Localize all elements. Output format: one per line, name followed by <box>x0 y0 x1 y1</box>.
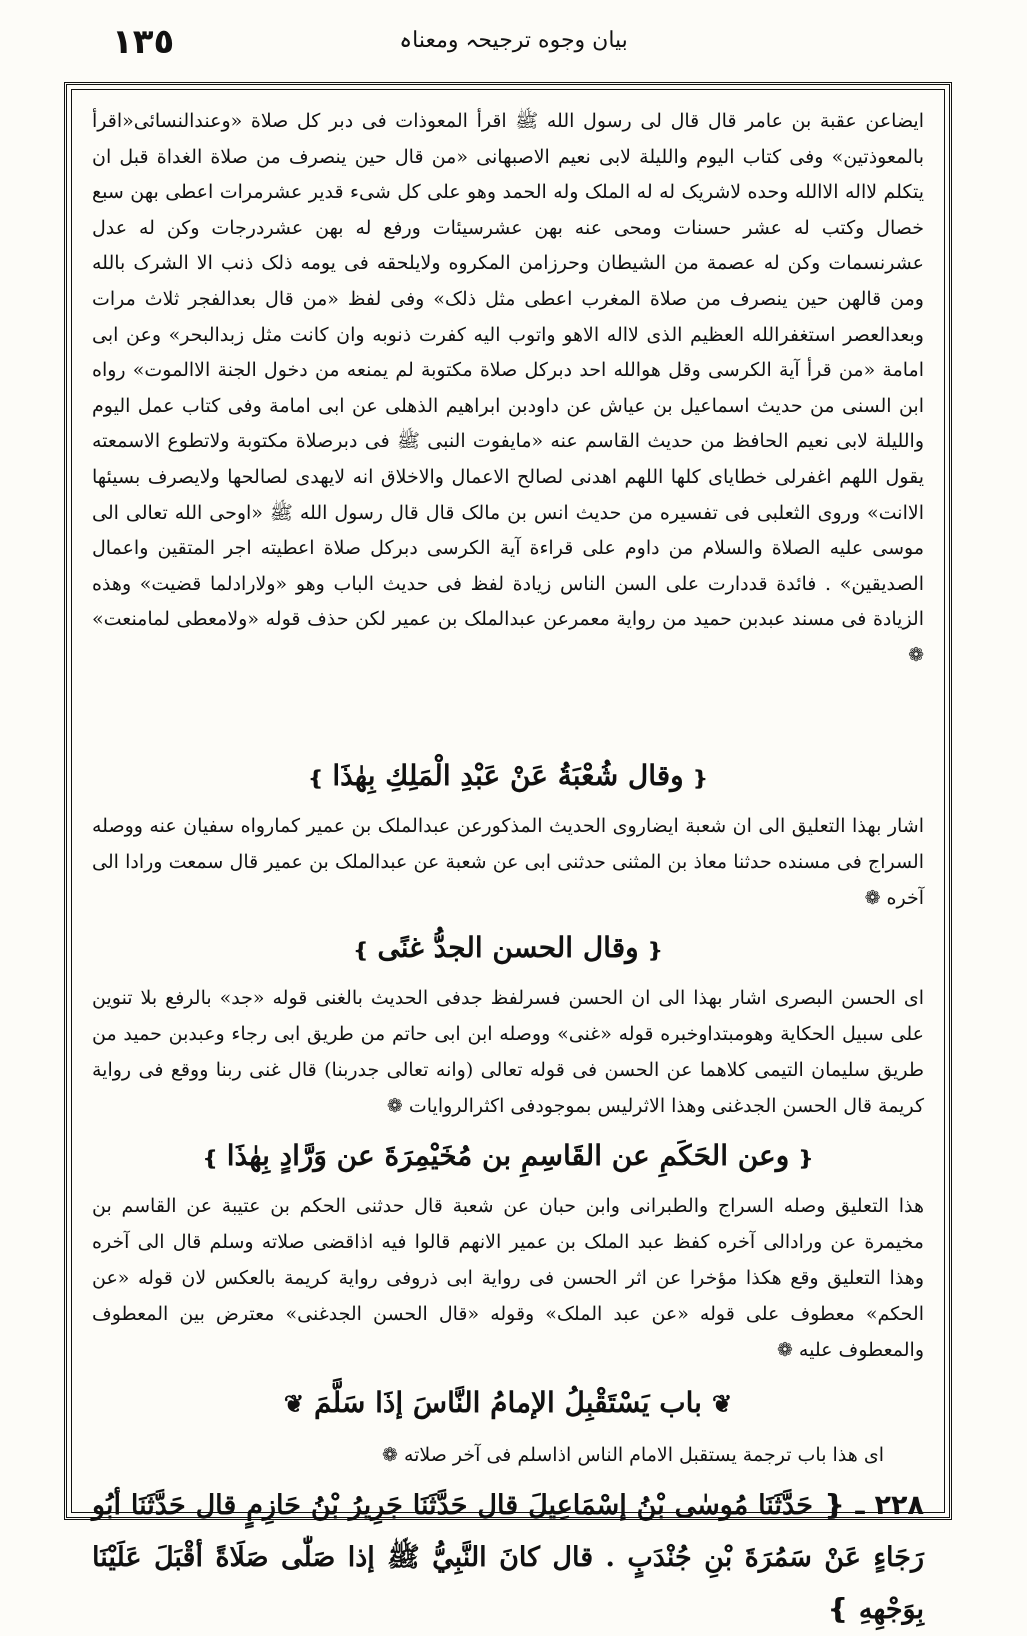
ornament-bracket-icon: ❵ <box>826 1594 850 1625</box>
running-title: بیان وجوه ترجیحہ ومعناہ <box>399 28 628 53</box>
chapter-note: ای هذا باب ترجمة یستقبل الامام الناس اذاسلم فی آخر صلاته ❁ <box>381 1444 884 1466</box>
section-heading-hakam <box>92 1124 924 1188</box>
page-frame <box>64 82 952 1625</box>
page-frame-inner <box>71 89 945 1625</box>
section-note-hakam: هذا التعلیق وصله السراج والطبرانی وابن حبان عن شعبة قال حدثنی الحکم بن عتیبة عن القاسم بن مخیمرة عن ورادالی آخره کفظ عبد الملک بن عمیر الانهم قالوا فیه اذاقضی صلاته وسلم قال الی آخره وهذا التعلیق وقع هکذا مؤخرا عن اثر الحسن فی روایة ابی ذروفی روایة کریمة بالعکس لان قوله «عن الحکم» معطوف علی قوله «عن عبد الملک» وقوله «قال الحسن الجدغنی» معترض بین المعطوف والمعطوف علیه ❁ <box>92 1195 924 1361</box>
section-heading-hasan <box>92 916 924 980</box>
page-content <box>92 104 924 1636</box>
section-heading-shuba <box>92 744 924 808</box>
page-number: ١٣٥ <box>112 22 175 62</box>
hadith-text <box>92 1480 924 1636</box>
page-header <box>60 22 967 72</box>
chapter-title-text: باب يَسْتَقْبِلُ الإمامُ النَّاسَ إذَا سَلَّمَ <box>314 1386 702 1419</box>
ornament-bracket-icon: ❵ <box>201 1146 219 1170</box>
chapter-title <box>92 1368 924 1438</box>
ornament-bracket-icon: ❴ <box>797 1146 815 1170</box>
commentary-paragraph: ایضاعن عقبة بن عامر قال قال لی رسول الله ﷺ اقرأ المعوذات فی دبر کل صلاة «وعندالنسائی«اقرأ بالمعوذتین» وفی کتاب الیوم واللیلة لابی نعیم الاصبهانی «من قال حین ینصرف من صلاة الغداة قبل ان یتکلم لااله الاالله وحده لاشریک له له الملک وله الحمد وهو علی کل شیء قدیر عشرمرات اعطی بهن سبع خصال وکتب له عشر حسنات ومحی عنه بهن عشرسیئات ورفع له بهن عشردرجات وکن له عدل عشرنسمات وکن له عصمة من الشیطان وحرزامن المکروه ولایلحقه فی یومه ذلک ذنب الا الشرک بالله ومن قالهن حین ینصرف من صلاة المغرب اعطی مثل ذلک» وفی لفظ «من قال بعدالفجر ثلاث مرات وبعدالعصر استغفرالله العظیم الذی لااله الاهو واتوب الیه کفرت ذنوبه وان کانت مثل زبدالبحر» وعن ابی امامة «من قرأ آیة الکرسی وقل هوالله احد دبرکل صلاة مکتوبة لم یمنعه من دخول الجنة الاالموت» رواه ابن السنی من حدیث اسماعیل بن عیاش عن داودبن ابراهیم الذهلی عن ابی امامة وفی کتاب عمل الیوم واللیلة لابی نعیم الحافظ من حدیث القاسم عنه «مایفوت النبی ﷺ فی دبرصلاة مکتوبة ولاتطوع الاسمعته یقول اللهم اغفرلی خطایای کلها اللهم اهدنی لصالح الاعمال والاخلاق انه لایهدی لصالحها ولایصرف بسیئها الاانت» وروی الثعلبی فی تفسیره من حدیث انس بن مالک قال قال رسول الله ﷺ «اوحی الله تعالی الی موسی علیه الصلاة والسلام من داوم علی قراءة آیة الکرسی دبرکل صلاة اعطیته اجر المتقین واعمال الصدیقین» . فائدة قددارت علی السن الناس زیادة لفظ فی حدیث الباب وهو «ولارادلما قضیت» وهذه الزیادة فی مسند عبدبن حمید من روایة معمرعن عبدالملک بن عمیر لکن حذف قوله «ولامعطی لمامنعت» ❁ <box>92 110 924 666</box>
section-heading-text: وقال الحسن الجدُّ غنًی <box>377 931 639 964</box>
section-heading-text: وقال شُعْبَةُ عَنْ عَبْدِ الْمَلِكِ بِهٰذَا <box>332 759 684 792</box>
section-heading-text: وعن الحَكَمِ عن القَاسِمِ بن مُخَيْمِرَةَ عن وَرَّادٍ بِهٰذَا <box>226 1139 790 1172</box>
ornament-bracket-icon: ❴ <box>822 1490 846 1521</box>
ornament-bracket-icon: ❴ <box>691 766 709 790</box>
ornament-flourish-icon: ❦ <box>283 1389 305 1418</box>
commentary-block <box>92 104 924 744</box>
hadith-body: حَدَّثَنَا مُوسٰى بْنُ إسْمَاعِيلَ قال حَدَّثَنَا جَرِيرُ بْنُ حَازِمٍ قال حَدَّثَنَا أبُو رَجَاءٍ عَنْ سَمُرَةَ بْنِ جُنْدَبٍ . قال كانَ النَّبِيُّ ﷺ إذا صَلّٰى صَلَاةً أقْبَلَ عَلَيْنَا بِوَجْهِهِ <box>92 1490 924 1625</box>
ornament-bracket-icon: ❴ <box>646 938 664 962</box>
section-note-hasan: ای الحسن البصری اشار بهذا الی ان الحسن فسرلفظ جدفی الحدیث بالغنی قوله «جد» بالرفع بلا تنوین علی سبیل الحکایة وهومبتداوخبره قوله «غنی» ووصله ابن ابی حاتم من طریق ابی رجاء وعبدبن حمید من طریق سلیمان التیمی کلاهما عن الحسن فی قوله تعالی (وانه تعالی جدربنا) قال غنی ربنا ووقع فی روایة کریمة قال الحسن الجدغنی وهذا الاثرلیس بموجودفی اکثرالروایات ❁ <box>92 987 924 1117</box>
ornament-bracket-icon: ❵ <box>352 938 370 962</box>
hadith-number: ٢٢٨ ـ <box>855 1490 924 1521</box>
ornament-bracket-icon: ❵ <box>307 766 325 790</box>
ornament-flourish-icon: ❦ <box>711 1389 733 1418</box>
section-note-shuba: اشار بهذا التعلیق الی ان شعبة ایضاروی الحدیث المذکورعن عبدالملک بن عمیر کمارواه سفیان عنه ووصله السراج فی مسنده حدثنا معاذ بن المثنی حدثنی ابی عن شعبة عن عبدالملک بن عمیر قال سمعت ورادا الی آخره ❁ <box>92 815 924 909</box>
